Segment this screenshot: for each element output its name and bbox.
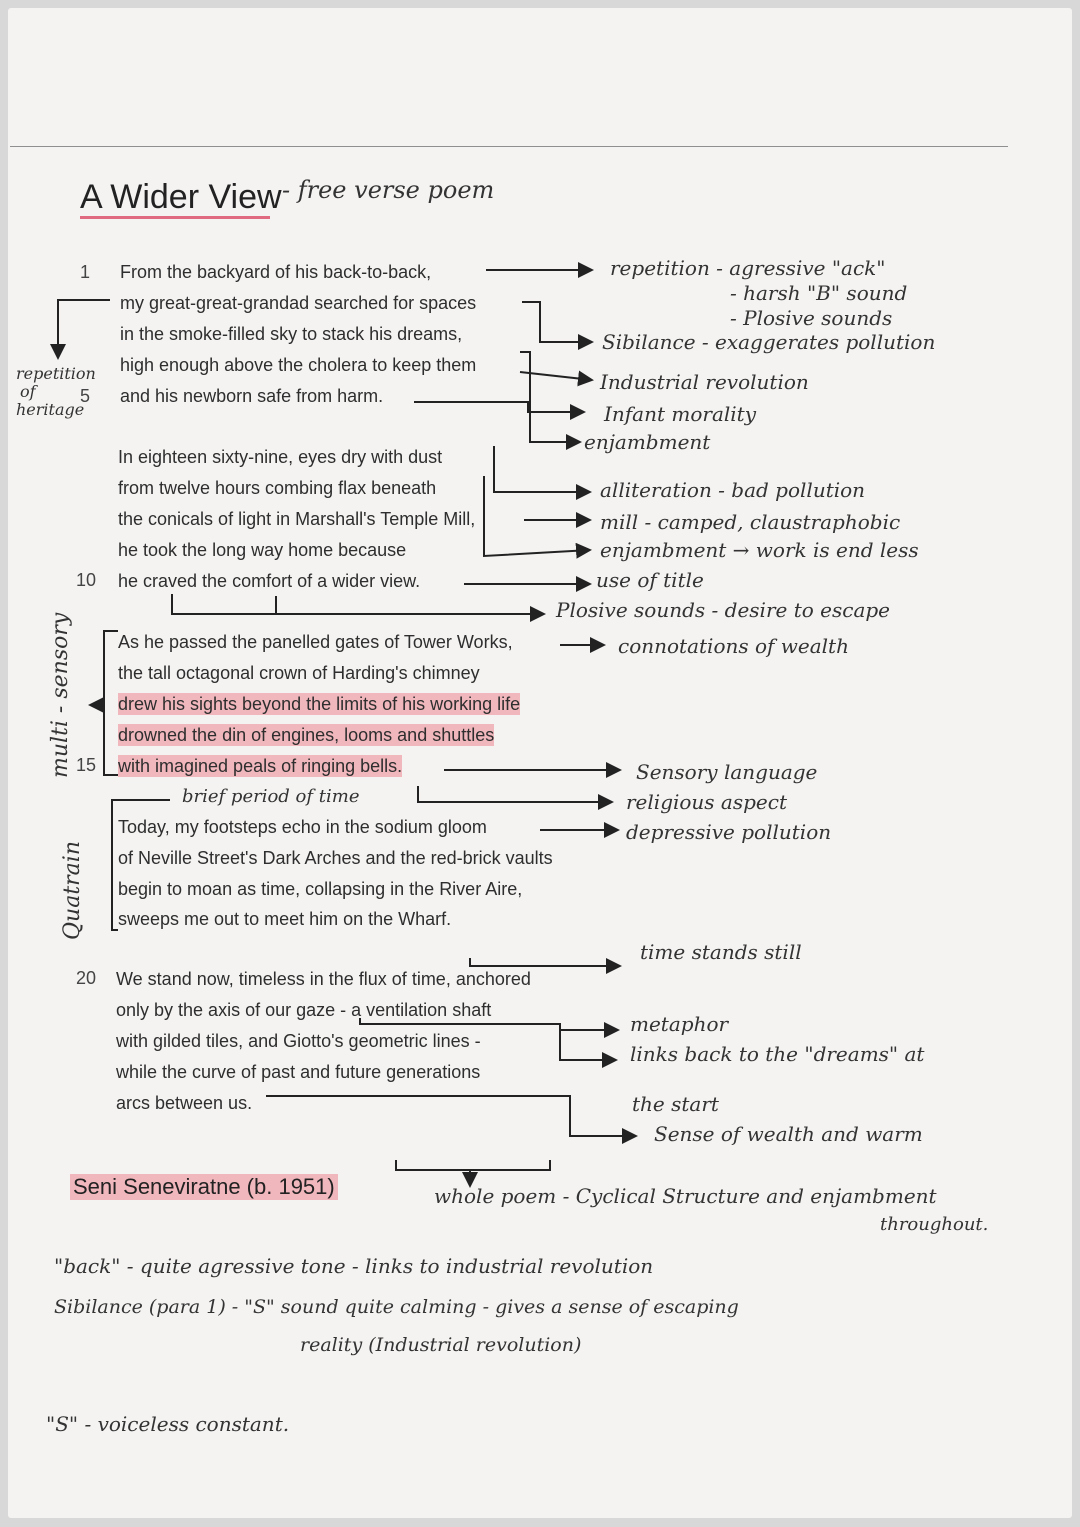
note-plosive-escape: Plosive sounds - desire to escape bbox=[556, 598, 891, 622]
note-repetition: repetition bbox=[16, 364, 96, 383]
note-enjambment-2: enjambment → work is end less bbox=[600, 538, 919, 562]
line-number-20: 20 bbox=[76, 968, 97, 988]
poem-line-23: while the curve of past and future generations bbox=[116, 1062, 481, 1082]
note-multi-sensory: multi - sensory bbox=[48, 612, 73, 778]
poem-line-9: he took the long way home because bbox=[118, 540, 407, 560]
poem-line-3: in the smoke-filled sky to stack his dreams, bbox=[120, 324, 463, 344]
note-whole-poem: whole poem - Cyclical Structure and enjambment bbox=[434, 1184, 937, 1208]
note-metaphor: metaphor bbox=[630, 1012, 729, 1036]
note-heritage: heritage bbox=[16, 400, 85, 419]
note-industrial: Industrial revolution bbox=[600, 370, 809, 394]
poem-line-12: the tall octagonal crown of Harding's chimney bbox=[118, 663, 480, 683]
note-throughout: throughout. bbox=[880, 1214, 989, 1235]
poet-name: Seni Seneviratne (b. 1951) bbox=[70, 1174, 338, 1200]
title-annotation: - free verse poem bbox=[282, 176, 495, 204]
poem-line-16: Today, my footsteps echo in the sodium gloom bbox=[118, 817, 487, 837]
poem-line-6: In eighteen sixty-nine, eyes dry with dust bbox=[118, 447, 443, 467]
note-religious: religious aspect bbox=[626, 790, 787, 814]
line-number-5: 5 bbox=[80, 386, 91, 406]
note-back-tone: "back" - quite agressive tone - links to industrial revolution bbox=[54, 1254, 654, 1278]
note-mill: mill - camped, claustraphobic bbox=[600, 510, 901, 534]
note-reality: reality (Industrial revolution) bbox=[300, 1334, 582, 1356]
note-brief-time: brief period of time bbox=[182, 786, 360, 807]
poem-line-13: drew his sights beyond the limits of his working life bbox=[118, 694, 521, 714]
page-title: A Wider View bbox=[80, 178, 282, 216]
note-sensory: Sensory language bbox=[636, 760, 818, 784]
poem-line-10: he craved the comfort of a wider view. bbox=[118, 571, 421, 591]
note-wealth: connotations of wealth bbox=[618, 634, 849, 658]
poem-line-24: arcs between us. bbox=[116, 1093, 253, 1113]
line-number-10: 10 bbox=[76, 570, 97, 590]
poem-line-19: sweeps me out to meet him on the Wharf. bbox=[118, 909, 452, 929]
note-alliteration: alliteration - bad pollution bbox=[600, 478, 866, 502]
note-voiceless: "S" - voiceless constant. bbox=[46, 1412, 290, 1436]
note-depressive: depressive pollution bbox=[626, 820, 832, 844]
poem-line-15: with imagined peals of ringing bells. bbox=[118, 756, 403, 776]
poem-line-14: drowned the din of engines, looms and shuttles bbox=[118, 725, 495, 745]
note-warm: Sense of wealth and warm bbox=[654, 1122, 923, 1146]
poem-line-4: high enough above the cholera to keep them bbox=[120, 355, 477, 375]
poem-line-8: the conicals of light in Marshall's Temple Mill, bbox=[118, 509, 476, 529]
note-harsh-b: - harsh "B" sound bbox=[730, 281, 908, 305]
poem-line-18: begin to moan as time, collapsing in the River Aire, bbox=[118, 879, 523, 899]
line-number-1: 1 bbox=[80, 262, 91, 282]
note-sibilance: Sibilance - exaggerates pollution bbox=[602, 330, 936, 354]
note-title-use: use of title bbox=[596, 568, 704, 592]
note-quatrain: Quatrain bbox=[60, 841, 85, 940]
note-enjambment-1: enjambment bbox=[584, 430, 711, 454]
note-start: the start bbox=[632, 1092, 719, 1116]
note-sibilance-calm: Sibilance (para 1) - "S" sound quite calming - gives a sense of escaping bbox=[54, 1296, 739, 1318]
poem-line-5: and his newborn safe from harm. bbox=[120, 386, 384, 406]
line-number-15: 15 bbox=[76, 755, 97, 775]
note-infant: Infant morality bbox=[604, 402, 757, 426]
poem-line-22: with gilded tiles, and Giotto's geometric lines - bbox=[116, 1031, 481, 1051]
poem-line-1: From the backyard of his back-to-back, bbox=[120, 262, 432, 282]
poem-line-17: of Neville Street's Dark Arches and the red-brick vaults bbox=[118, 848, 553, 868]
note-repetition-ack: repetition - agressive "ack" bbox=[610, 256, 886, 280]
note-plosive: - Plosive sounds bbox=[730, 306, 893, 330]
poem-line-7: from twelve hours combing flax beneath bbox=[118, 478, 437, 498]
poem-line-21: only by the axis of our gaze - a ventilation shaft bbox=[116, 1000, 492, 1020]
note-dreams: links back to the "dreams" at bbox=[630, 1042, 925, 1066]
poem-line-2: my great-great-grandad searched for spaces bbox=[120, 293, 477, 313]
note-time-still: time stands still bbox=[640, 940, 802, 964]
poem-line-11: As he passed the panelled gates of Tower Works, bbox=[118, 632, 513, 652]
poem-line-20: We stand now, timeless in the flux of time, anchored bbox=[116, 969, 531, 989]
note-of: of bbox=[20, 382, 36, 401]
